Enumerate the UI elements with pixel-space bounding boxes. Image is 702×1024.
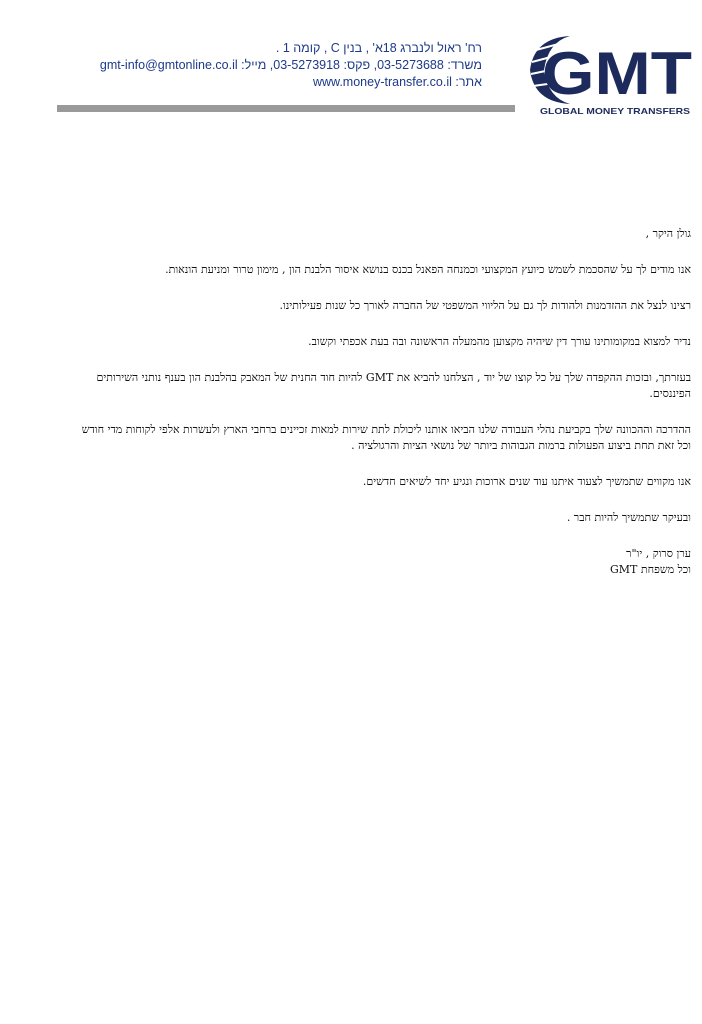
paragraph: רצינו לנצל את ההזדמנות ולהודות לך גם על הליווי המשפטי של החברה לאורך כל שנות פעילותינו. xyxy=(279,299,691,312)
email-link[interactable]: gmt-info@gmtonline.co.il xyxy=(99,58,238,72)
signature-org: וכל משפחת GMT xyxy=(609,563,691,576)
website-label: אתר: xyxy=(455,75,482,89)
paragraph: בעזרתך, ובזכות ההקפדה שלך על כל קוצו של יוד , הצלחנו להביא את GMT להיות חוד החנית של המאבק בהלבנת הון בענף נותני השירותים הפיננסים. xyxy=(96,371,691,400)
contact-block xyxy=(50,40,482,91)
brand-tagline: GLOBAL MONEY TRANSFERS xyxy=(540,106,691,116)
gmt-logo xyxy=(518,30,696,120)
paragraph: ההדרכה וההכוונה שלך בקביעת נהלי העבודה שלנו הביאו אותנו ליכולת לתת שירות למאות זכיינים ברחבי הארץ ולעשרות אלפי לקוחות מדי חודש וכל זאת תחת ביצוע הפעולות ברמות הגבוהות ביותר של נושאי הציות והרגולציה . xyxy=(81,423,691,452)
paragraph: אנו מקווים שתמשיך לצעוד איתנו עוד שנים ארוכות ונגיע יחד לשיאים חדשים. xyxy=(362,475,691,488)
greeting: גולן היקר , xyxy=(645,227,691,240)
header-divider xyxy=(57,105,515,112)
address-line: רח' ראול ולנברג 18א' , בנין C , קומה 1 . xyxy=(275,41,482,55)
paragraph: נדיר למצוא במקומותינו עורך דין שיהיה מקצוען מהמעלה הראשונה ובה בעת אכפתי וקשוב. xyxy=(308,335,691,348)
website-line xyxy=(50,74,482,91)
phones-line xyxy=(50,57,482,74)
website-link[interactable]: www.money-transfer.co.il xyxy=(312,75,452,89)
paragraph: אנו מודים לך על שהסכמת לשמש כיועץ המקצועי וכמנחה הפאנל בכנס בנושא איסור הלבנת הון , מימון טרור ומניעת הונאות. xyxy=(165,263,691,276)
closing-line: ובעיקר שתמשיך להיות חבר . xyxy=(566,511,691,524)
phones-text: משרד: 03-5273688, פקס: 03-5273918, מייל: xyxy=(241,58,482,72)
brand-wordmark: GMT xyxy=(542,40,692,107)
signature-name: ערן סרוק , יו"ר xyxy=(626,547,691,560)
letter-body xyxy=(78,226,691,578)
